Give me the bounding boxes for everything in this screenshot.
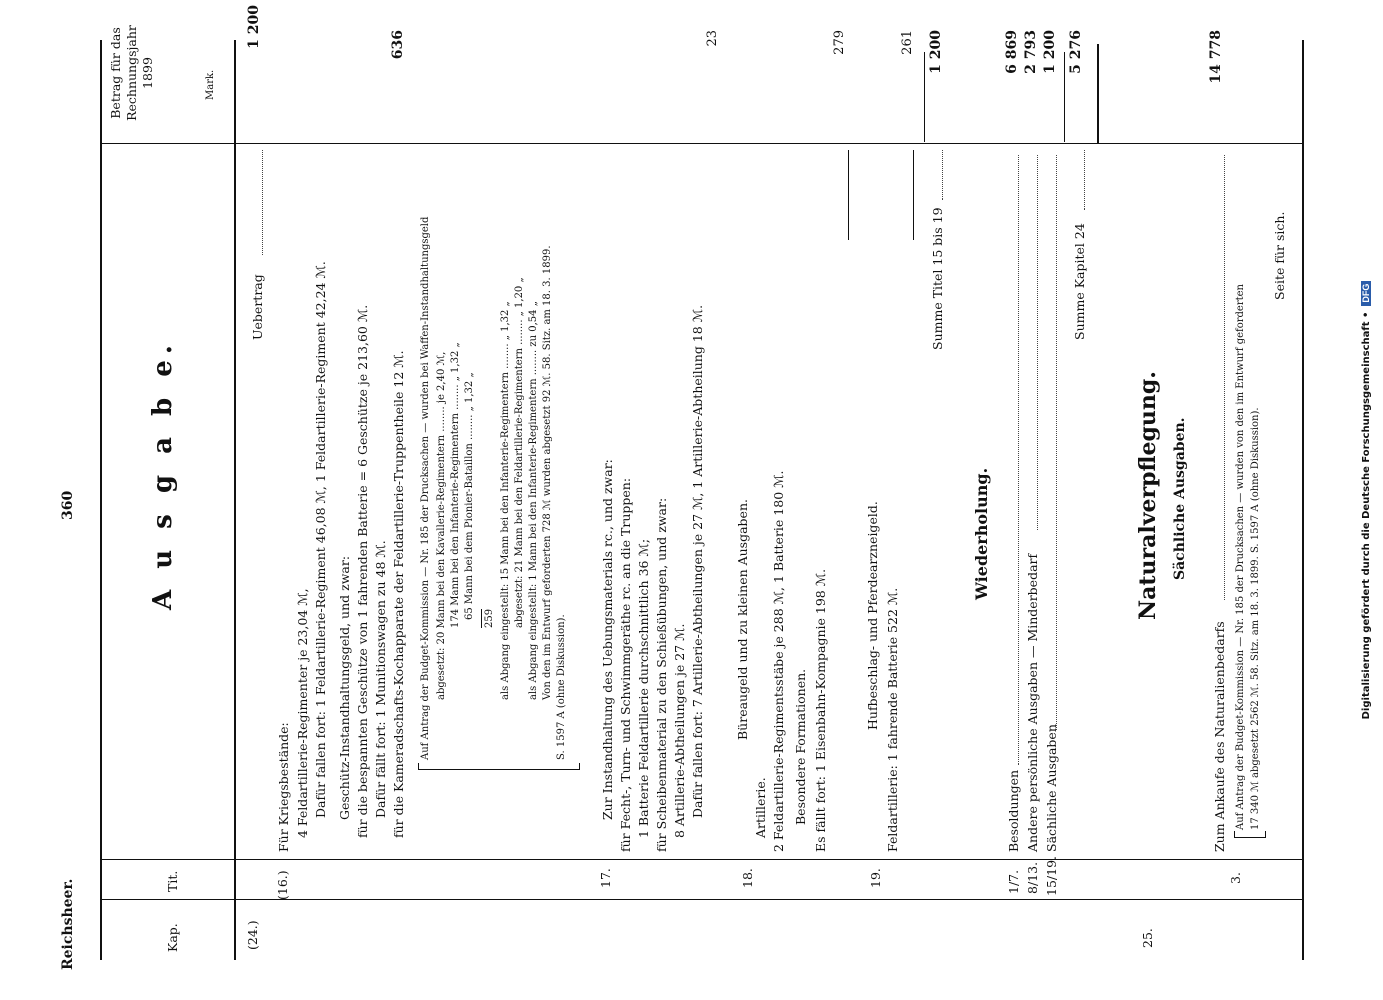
- uebertrag-amount: 1 200: [246, 5, 262, 49]
- tit-1-7: 1/7.: [1006, 869, 1021, 894]
- naturalverpflegung-heading: Naturalverpflegung.: [1135, 371, 1161, 620]
- tit-18: 18.: [740, 868, 755, 888]
- row-batterie522: Feldartillerie: 1 fahrende Batterie 522 ℳ.: [885, 587, 900, 852]
- tit-divider: [100, 859, 1302, 860]
- saechliche-ausgaben-heading: Sächliche Ausgaben.: [1172, 417, 1188, 580]
- amount-summe-kapitel: 5 276: [1068, 30, 1084, 74]
- row-fallen18: Dafür fallen fort: 7 Artillerie-Abtheilungen je 27 ℳ, 1 Artillerie-Abtheilung 18 ℳ.: [690, 304, 705, 818]
- section-title: Reichsheer.: [60, 878, 76, 970]
- row-instandhaltung: Zur Instandhaltung des Uebungsmaterials rc., und zwar:: [600, 459, 615, 820]
- note-k2: 17 340 ℳ abgesetzt 2562 ℳ. 58. Sitz. am 18. 3. 1899. S. 1597 A (ohne Diskussion).: [1250, 407, 1261, 830]
- note-3: 174 Mann bei den Infanterie-Regimentern ........ „ 1,32 „: [450, 342, 461, 628]
- note-bracket: [1234, 831, 1266, 838]
- page-heading: A u s g a b e.: [148, 339, 178, 610]
- dots: [1018, 155, 1019, 765]
- kap-25: 25.: [1140, 928, 1155, 948]
- note-k1: Auf Antrag der Budget-Kommission — Nr. 185 der Drucksachen — wurden von den im Entwurf geforderten: [1235, 283, 1246, 830]
- row-bespannt: für die bespannten Geschütze von 1 fahrenden Batterie = 6 Geschütze je 213,60 ℳ.: [355, 304, 370, 838]
- rule: [1064, 52, 1065, 142]
- col-tit: Tit.: [165, 870, 180, 892]
- amount-besoldungen: 6 869: [1004, 30, 1020, 74]
- row-dafuer-faellt: Dafür fällt fort: 1 Munitionswagen zu 48 ℳ.: [373, 540, 388, 818]
- row-stabe: 2 Feldartillerie-Regimentsstäbe je 288 ℳ, 1 Batterie 180 ℳ.: [771, 470, 786, 852]
- col-kap: Kap.: [165, 923, 180, 952]
- amount-23: 23: [705, 30, 720, 47]
- note-bracket: [418, 763, 580, 770]
- note-9: Von den im Entwurf geforderten 728 ℳ wurden abgesetzt 92 ℳ. 58. Sitz. am 18. 3. 1899.: [542, 245, 553, 700]
- amount-saechliche: 1 200: [1042, 30, 1058, 74]
- note-7: abgesetzt: 21 Mann bei den Feldartillerie-Regimentern ........ „ 1,20 „: [514, 277, 525, 628]
- row-seite: Seite für sich.: [1272, 211, 1287, 300]
- page-number: 360: [60, 490, 76, 520]
- dots: [262, 150, 263, 255]
- row-saechliche: Sächliche Ausgaben: [1044, 724, 1059, 852]
- top-rule: [100, 40, 102, 960]
- row-bureau: Büreaugeld und zu kleinen Ausgaben.: [735, 499, 750, 740]
- bottom-rule: [1302, 40, 1304, 960]
- row-ankauf: Zum Ankaufe des Naturalienbedarfs: [1212, 621, 1227, 852]
- row-formationen: Besondere Formationen.: [793, 668, 808, 825]
- tit-16: (16.): [275, 870, 290, 900]
- dfg-logo: DFG: [1361, 281, 1371, 306]
- rule: [924, 52, 925, 142]
- row-kocher: für die Kameradschafts-Kochapparate der Feldartillerie-Truppentheile 12 ℳ.: [391, 350, 406, 838]
- tit-3: 3.: [1228, 872, 1243, 884]
- row-geschuetz: Geschütz-Instandhaltungsgeld, und zwar:: [337, 555, 352, 820]
- tit-17: 17.: [598, 868, 613, 888]
- amount-andere: 2 793: [1023, 30, 1039, 74]
- note-2: abgesetzt: 20 Mann bei den Kavallerie-Regimentern ........ je 2,40 ℳ,: [436, 351, 447, 700]
- dots: [1056, 155, 1057, 730]
- summe-kapitel-label: Summe Kapitel 24: [1072, 223, 1087, 340]
- row-kriegsbestaende: Für Kriegsbestände:: [276, 722, 291, 852]
- amount-636: 636: [390, 30, 406, 60]
- tit-19: 19.: [868, 868, 883, 888]
- row-andere: Andere persönliche Ausgaben — Minderbedarf: [1025, 553, 1040, 852]
- row-eisenbahn: Es fällt fort: 1 Eisenbahn-Kompagnie 198 ℳ.: [813, 568, 828, 852]
- tit-15-19: 15/19.: [1044, 856, 1059, 896]
- note-5: 259: [481, 609, 495, 628]
- row-artillerie: Artillerie.: [753, 777, 768, 838]
- row-besoldungen: Besoldungen: [1006, 769, 1021, 852]
- row-hufbeschlag: Hufbeschlag- und Pferdearzneigeld.: [865, 501, 880, 730]
- col-betrag: Betrag für das Rechnungsjahr 1899: [108, 25, 155, 121]
- kap-24: (24.): [245, 920, 260, 950]
- row-art27: 8 Artillerie-Abtheilungen je 27 ℳ.: [672, 623, 687, 838]
- amount-summe-titel: 1 200: [928, 30, 944, 74]
- dots: [1084, 150, 1085, 210]
- wiederholung-heading: Wiederholung.: [972, 467, 991, 600]
- dfg-text: Digitalisierung gefördert durch die Deutsche Forschungsgemeinschaft •: [1360, 311, 1372, 720]
- row-feldart: 4 Feldartillerie-Regimenter je 23,04 ℳ,: [295, 588, 310, 838]
- uebertrag-label: Uebertrag: [250, 274, 265, 340]
- note-6: als Abgang eingestellt: 15 Mann bei den Infanterie-Regimentern ........ „ 1,32 „: [500, 301, 511, 700]
- note-10: S. 1597 A (ohne Diskussion).: [556, 614, 567, 760]
- row-dafuer-fallen: Dafür fallen fort: 1 Feldartillerie-Regiment 46,08 ℳ, 1 Feldartillerie-Regiment 42,24 ℳ.: [313, 261, 328, 818]
- head-rule: [234, 40, 236, 960]
- dots: [1037, 155, 1038, 530]
- row-fecht: für Fecht-, Turn- und Schwimmgeräthe rc. an die Truppen:: [618, 477, 633, 852]
- dots: [1224, 155, 1225, 600]
- note-1: Auf Antrag der Budget-Kommission — Nr. 185 der Drucksachen — wurden bei Waffen-Instandhaltungsgeld: [420, 216, 431, 760]
- row-batterie36: 1 Batterie Feldartillerie durchschnittlich 36 ℳ;: [636, 538, 651, 838]
- amount-ankauf: 14 778: [1208, 30, 1224, 84]
- row-scheiben: für Scheibenmaterial zu den Schießübungen, und zwar:: [654, 497, 669, 852]
- summe-titel-label: Summe Titel 15 bis 19: [930, 207, 945, 350]
- rule: [848, 150, 849, 240]
- rule: [913, 150, 914, 240]
- note-4: 65 Mann bei dem Pionier-Bataillon ........ „ 1,32 „: [464, 372, 475, 620]
- dots: [942, 150, 943, 200]
- rule: [1097, 44, 1099, 144]
- dfg-sidenote: [1355, 10, 1377, 990]
- amount-divider: [100, 143, 1302, 144]
- tit-8-13: 8/13.: [1025, 861, 1040, 894]
- amount-261: 261: [900, 30, 915, 55]
- col-mark: Mark.: [205, 69, 216, 100]
- amount-279: 279: [832, 30, 847, 55]
- note-8: als Abgang eingestellt: 1 Mann bei den Infanterie-Regimentern ........ zu 0,54 „: [528, 301, 539, 700]
